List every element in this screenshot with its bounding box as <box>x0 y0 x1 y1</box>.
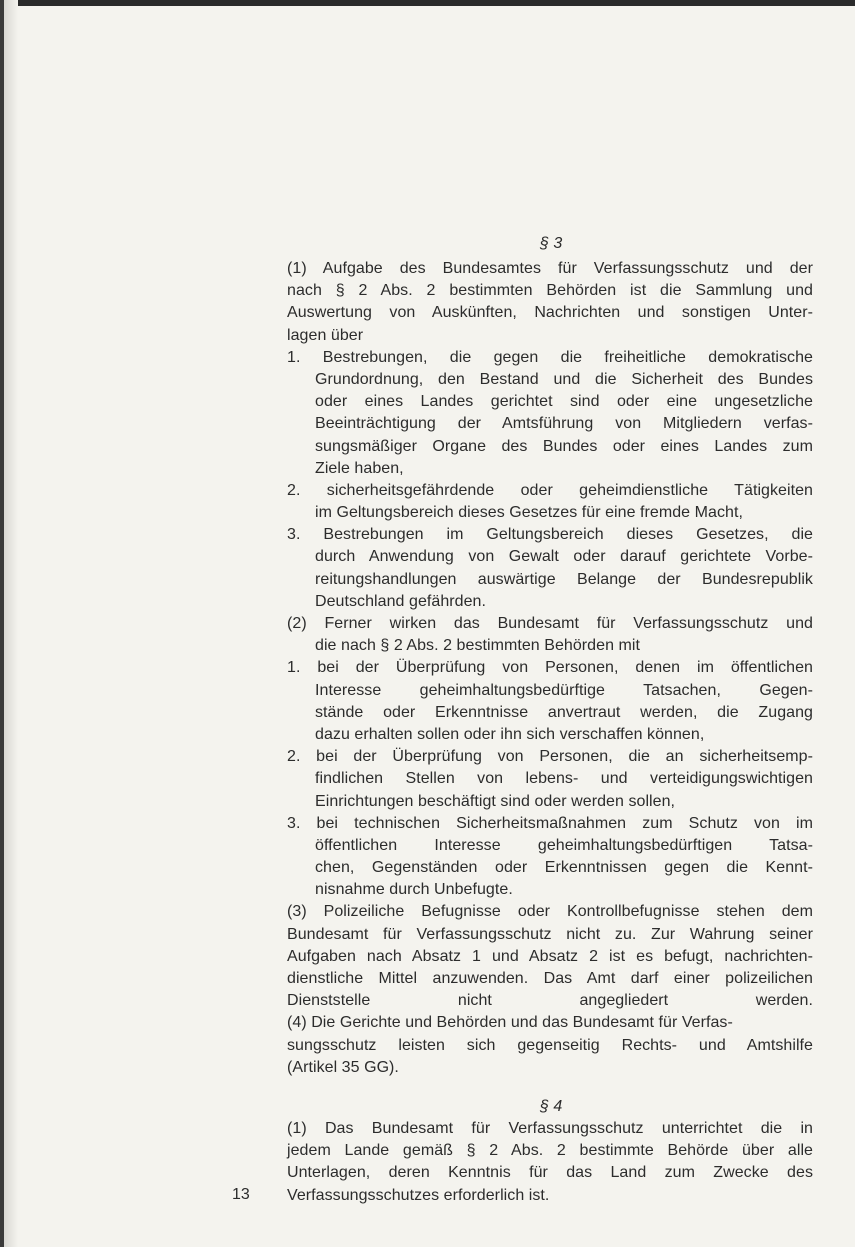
text-line: Verfassungsschutzes erforderlich ist. <box>287 1186 550 1204</box>
text-line: nach § 2 Abs. 2 bestimmten Behörden ist die Sammlung und <box>287 282 813 300</box>
text-line: Deutschland gefährden. <box>315 592 486 610</box>
text-line: (4) Die Gerichte und Behörden und das Bundesamt für Verfas- <box>287 1014 733 1032</box>
text-line: Auswertung von Auskünften, Nachrichten und sonstigen Unter- <box>287 304 813 322</box>
text-line: 2. bei der Überprüfung von Personen, die an sicherheitsemp- <box>287 748 813 766</box>
text-line: 3. bei technischen Sicherheitsmaßnahmen zum Schutz von im <box>287 814 813 832</box>
section-body <box>287 1118 813 1207</box>
text-line: Grundordnung, den Bestand und die Sicherheit des Bundes <box>315 370 813 388</box>
text-line: jedem Lande gemäß § 2 Abs. 2 bestimmte Behörde über alle <box>287 1142 813 1160</box>
text-line: durch Anwendung von Gewalt oder darauf gerichtete Vorbe- <box>315 548 813 566</box>
text-line: Aufgaben nach Absatz 1 und Absatz 2 ist es befugt, nachrichten- <box>287 947 813 965</box>
text-line: lagen über <box>287 326 364 344</box>
text-line: sungsschutz leisten sich gegenseitig Rechts- und Amtshilfe <box>287 1036 813 1054</box>
section-heading: § 3 <box>540 235 563 252</box>
text-line: 1. bei der Überprüfung von Personen, denen im öffentlichen <box>287 659 813 677</box>
section-heading: § 4 <box>540 1098 563 1115</box>
text-line: (3) Polizeiliche Befugnisse oder Kontrollbefugnisse stehen dem <box>287 903 813 921</box>
text-line: öffentlichen Interesse geheimhaltungsbedürftigen Tatsa- <box>315 836 813 854</box>
text-line: oder eines Landes gerichtet sind oder eine ungesetzliche <box>315 393 813 411</box>
text-line: 2. sicherheitsgefährdende oder geheimdienstliche Tätigkeiten <box>287 481 813 499</box>
text-line: (1) Das Bundesamt für Verfassungsschutz unterrichtet die in <box>287 1120 813 1137</box>
text-line: 1. Bestrebungen, die gegen die freiheitliche demokratische <box>287 348 813 366</box>
text-line: findlichen Stellen von lebens- und verteidigungswichtigen <box>315 770 813 788</box>
scan-edge-top <box>0 0 855 6</box>
text-line: stände oder Erkenntnisse anvertraut werden, die Zugang <box>315 703 813 721</box>
page-number: 13 <box>232 1186 250 1203</box>
text-line: sungsmäßiger Organe des Bundes oder eines Landes zum <box>315 437 813 455</box>
section-body <box>287 258 813 1079</box>
text-line: (2) Ferner wirken das Bundesamt für Verfassungsschutz und <box>287 615 813 632</box>
text-line: reitungshandlungen auswärtige Belange der Bundesrepublik <box>315 570 813 588</box>
text-line: nisnahme durch Unbefugte. <box>315 881 513 899</box>
text-line: Ziele haben, <box>315 459 404 477</box>
text-line: Einrichtungen beschäftigt sind oder werden sollen, <box>315 792 676 810</box>
text-line: Beeinträchtigung der Amtsführung von Mitgliedern verfas- <box>315 415 813 433</box>
text-line: (1) Aufgabe des Bundesamtes für Verfassungsschutz und der <box>287 260 813 277</box>
text-line: chen, Gegenständen oder Erkenntnissen gegen die Kennt- <box>315 859 813 877</box>
text-line: Bundesamt für Verfassungsschutz nicht zu. Zur Wahrung seiner <box>287 925 813 943</box>
scan-shadow <box>4 0 18 1247</box>
text-line: Dienststelle nicht angegliedert werden. <box>287 992 813 1010</box>
text-line: dazu erhalten sollen oder ihn sich verschaffen können, <box>315 725 705 743</box>
text-line: 3. Bestrebungen im Geltungsbereich dieses Gesetzes, die <box>287 526 813 544</box>
text-line: dienstliche Mittel anzuwenden. Das Amt darf einer polizeilichen <box>287 970 813 987</box>
text-line: die nach § 2 Abs. 2 bestimmten Behörden mit <box>315 637 641 655</box>
text-line: im Geltungsbereich dieses Gesetzes für eine fremde Macht, <box>315 504 743 522</box>
text-line: Interesse geheimhaltungsbedürftige Tatsachen, Gegen- <box>315 681 813 699</box>
text-line: (Artikel 35 GG). <box>287 1058 399 1076</box>
text-line: Unterlagen, deren Kenntnis für das Land zum Zwecke des <box>287 1164 813 1182</box>
